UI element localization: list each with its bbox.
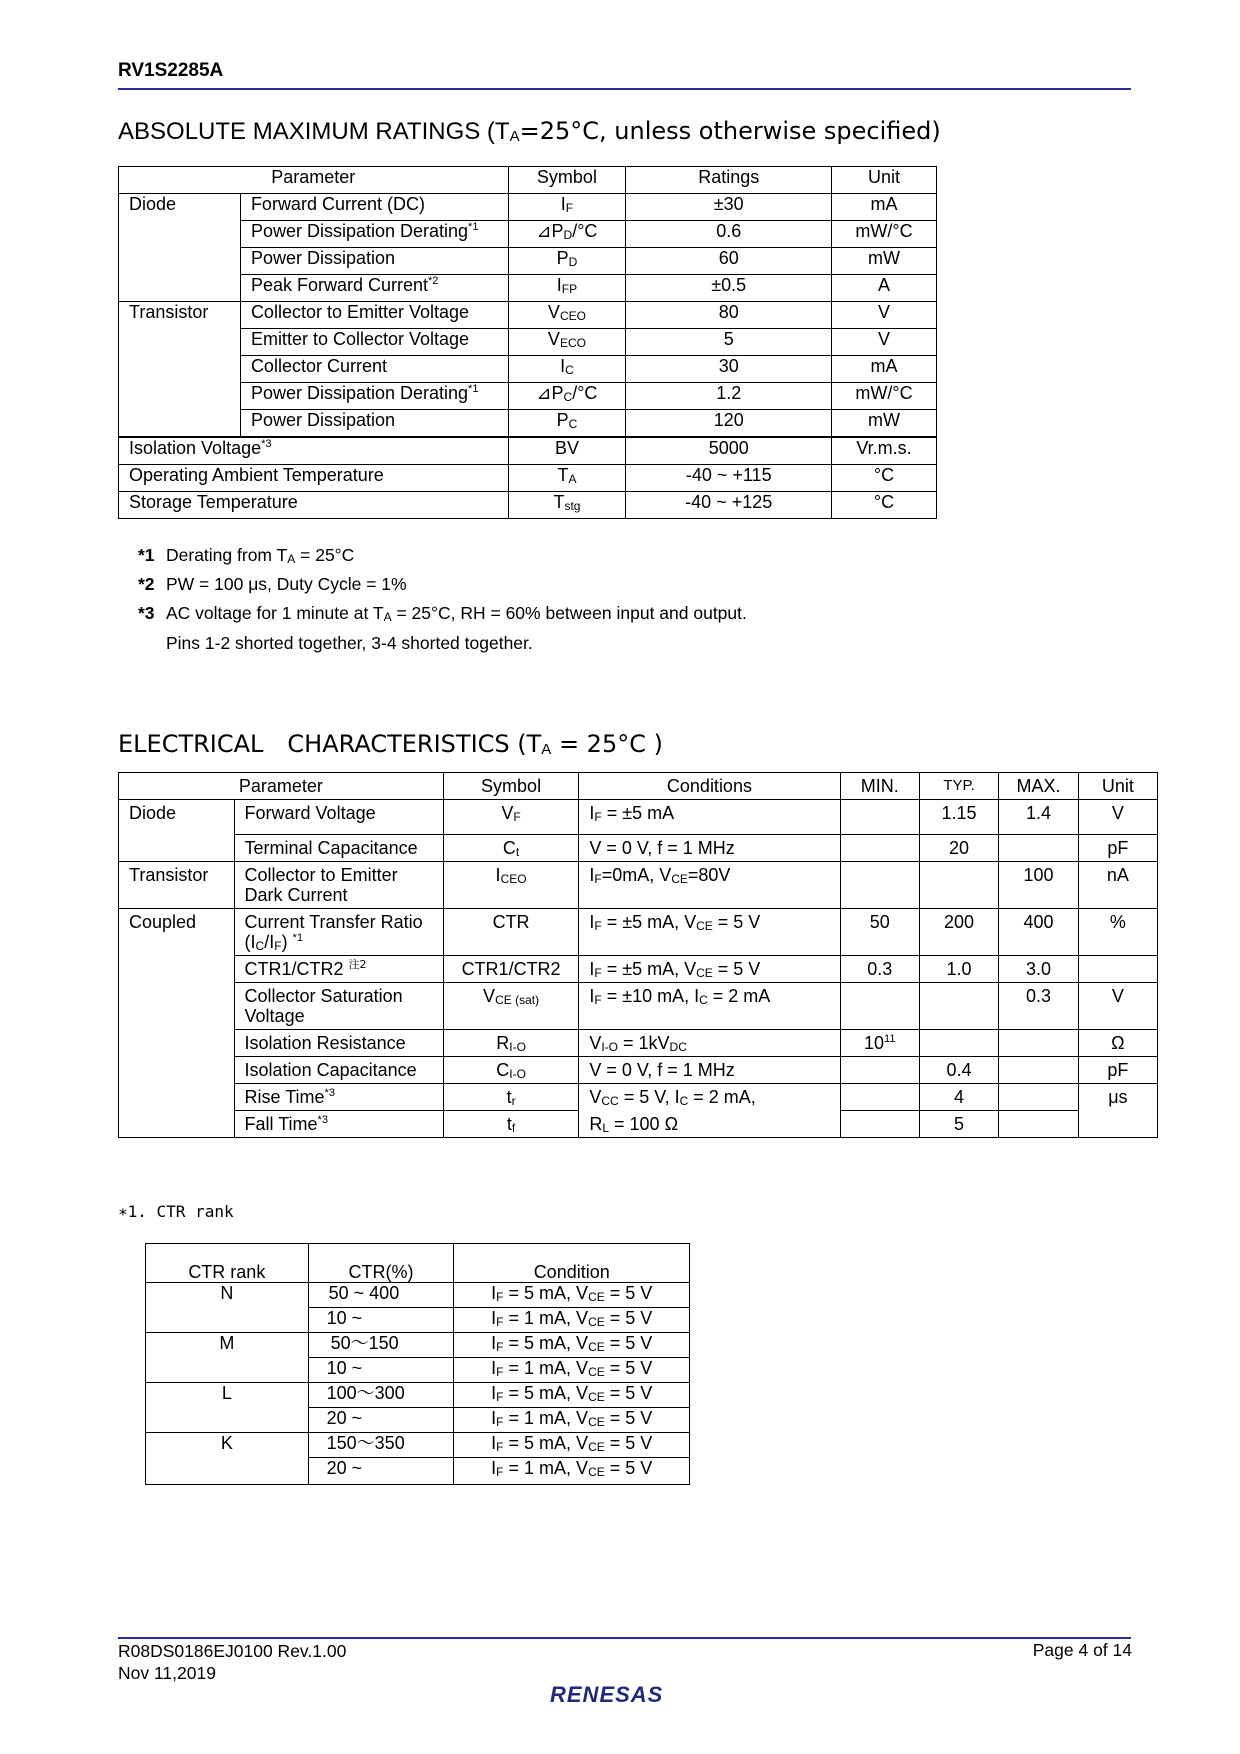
ec-symbol: CI-O [443,1057,579,1084]
ec-group-coupled: Coupled [119,909,235,1138]
amr-param: Power Dissipation Derating$^{*1}$ [240,221,508,248]
ec-param: Collector Saturation Voltage [234,983,443,1030]
amr-header-unit: Unit [832,167,937,194]
amr-row-pdd [119,221,937,248]
amr-param: Forward Current (DC) [240,194,508,221]
amr-rating: 0.6 [626,221,832,248]
header-rule [118,88,1131,90]
ec-min [840,800,919,835]
rank-ctr-5ma: 150～350 [308,1433,454,1458]
ec-condition: RL = 100 Ω [579,1111,840,1138]
ec-table [118,772,1158,1138]
rank-ctr-5ma: 100～300 [308,1383,454,1408]
amr-symbol: IFP [508,275,626,302]
rank-condition-5ma: IF = 5 mA, VCE = 5 V [454,1433,690,1458]
rank-header-row [146,1244,690,1283]
amr-rating: 5 [626,329,832,356]
ec-max [999,1057,1079,1084]
amr-symbol: VECO [508,329,626,356]
ec-condition: VI-O = 1kVDC [579,1030,840,1057]
amr-group-transistor: Transistor [119,302,241,438]
ec-header-symbol: Symbol [443,773,579,800]
ec-param: Isolation Capacitance [234,1057,443,1084]
ec-min: 50 [840,909,919,956]
amr-rating: 30 [626,356,832,383]
ec-header-min: MIN. [840,773,919,800]
ec-typ: 0.4 [919,1057,998,1084]
ec-row-rio [119,1030,1158,1057]
ec-typ: 20 [919,835,998,862]
amr-row-pc [119,410,937,438]
amr-symbol: IC [508,356,626,383]
rank-condition-1ma: IF = 1 mA, VCE = 5 V [454,1358,690,1383]
ec-typ: 200 [919,909,998,956]
amr-header-parameter: Parameter [119,167,509,194]
amr-symbol: PC [508,410,626,438]
ec-unit: V [1078,800,1157,835]
rank-row [146,1283,690,1308]
ec-condition: V = 0 V, f = 1 MHz [579,1057,840,1084]
amr-param: Operating Ambient Temperature [119,465,509,492]
ec-condition: V = 0 V, f = 1 MHz [579,835,840,862]
amr-rating: -40 ~ +115 [626,465,832,492]
amr-row-ta [119,465,937,492]
amr-table [118,166,937,519]
ec-condition: IF = ±5 mA, VCE = 5 V [579,956,840,983]
amr-row-if [119,194,937,221]
amr-header-row [119,167,937,194]
amr-param: Emitter to Collector Voltage [240,329,508,356]
ec-symbol: tr [443,1084,579,1111]
ec-unit: V [1078,983,1157,1030]
amr-symbol: PD [508,248,626,275]
amr-symbol: VCEO [508,302,626,329]
ec-unit: μs [1078,1084,1157,1138]
ctr-rank-table [145,1243,690,1485]
ec-unit: Ω [1078,1030,1157,1057]
rank-ctr-1ma: 20 ~ [308,1408,454,1433]
amr-note-1: *1 Derating from TA = 25°C [138,545,355,566]
ec-symbol: RI-O [443,1030,579,1057]
amr-rating: 1.2 [626,383,832,410]
ec-param: Rise Time$^{*3}$ [234,1084,443,1111]
ec-header-row [119,773,1158,800]
amr-row-vceo [119,302,937,329]
ec-param: Forward Voltage [234,800,443,835]
ec-max [999,1030,1079,1057]
rank-condition-1ma: IF = 1 mA, VCE = 5 V [454,1308,690,1333]
ec-min [840,1111,919,1138]
footer-page-number: Page 4 of 14 [1032,1640,1132,1660]
amr-rating: ±0.5 [626,275,832,302]
ec-row-tr [119,1084,1158,1111]
ec-condition: IF = ±10 mA, IC = 2 mA [579,983,840,1030]
ec-min: 0.3 [840,956,919,983]
amr-title: ABSOLUTE MAXIMUM RATINGS (TA=25°C, unless otherwise specified) [118,117,941,145]
ec-condition: VCC = 5 V, IC = 2 mA, [579,1084,840,1111]
ec-min [840,862,919,909]
amr-rating: ±30 [626,194,832,221]
amr-note-3-line2: Pins 1-2 shorted together, 3-4 shorted together. [166,633,533,653]
amr-row-pcd [119,383,937,410]
amr-row-ifp [119,275,937,302]
amr-unit: °C [832,465,937,492]
amr-rating: 80 [626,302,832,329]
amr-param: Collector to Emitter Voltage [240,302,508,329]
ec-row-ct [119,835,1158,862]
ec-symbol: VF [443,800,579,835]
ec-typ [919,862,998,909]
amr-row-tstg [119,492,937,519]
rank-letter: L [146,1383,309,1433]
rank-letter: M [146,1333,309,1383]
rank-header-rank: CTR rank [146,1244,309,1283]
ec-group-transistor: Transistor [119,862,235,909]
ec-row-vcesat [119,983,1158,1030]
amr-symbol: BV [508,437,626,465]
ec-symbol: tf [443,1111,579,1138]
amr-row-pd [119,248,937,275]
amr-symbol: Tstg [508,492,626,519]
amr-param: Collector Current [240,356,508,383]
part-number: RV1S2285A [118,60,224,81]
amr-group-diode: Diode [119,194,241,302]
rank-letter: K [146,1433,309,1485]
ec-header-parameter: Parameter [119,773,444,800]
amr-row-bv [119,437,937,465]
amr-header-symbol: Symbol [508,167,626,194]
ec-max [999,835,1079,862]
amr-param: Power Dissipation [240,410,508,438]
amr-rating: 5000 [626,437,832,465]
ec-row-ctr [119,909,1158,956]
ec-max [999,1084,1079,1111]
ec-param: CTR1/CTR2 $^{注2}$ [234,956,443,983]
amr-param: Power Dissipation [240,248,508,275]
ec-min: $10^{11}$ [840,1030,919,1057]
ec-symbol: Ct [443,835,579,862]
amr-unit: °C [832,492,937,519]
ec-param: Fall Time$^{*3}$ [234,1111,443,1138]
ec-header-unit: Unit [1078,773,1157,800]
ec-unit: pF [1078,1057,1157,1084]
ec-unit: nA [1078,862,1157,909]
rank-condition-5ma: IF = 5 mA, VCE = 5 V [454,1383,690,1408]
rank-row [146,1333,690,1358]
amr-unit: mW [832,248,937,275]
ec-unit: % [1078,909,1157,956]
renesas-logo-icon [548,1680,696,1708]
ec-unit: pF [1078,835,1157,862]
ec-max [999,1111,1079,1138]
amr-unit: V [832,302,937,329]
ec-typ: 4 [919,1084,998,1111]
ec-param: Collector to Emitter Dark Current [234,862,443,909]
footer-date: Nov 11,2019 [118,1663,216,1683]
ec-typ: 1.0 [919,956,998,983]
footer-doc-info [118,1640,346,1684]
ec-symbol: ICEO [443,862,579,909]
footer-rule [118,1637,1131,1639]
rank-row [146,1433,690,1458]
ec-group-diode: Diode [119,800,235,862]
rank-ctr-1ma: 10 ~ [308,1358,454,1383]
amr-symbol: ⊿PD/°C [508,221,626,248]
amr-unit: V [832,329,937,356]
amr-param: Isolation Voltage$^{*3}$ [119,437,509,465]
ec-title: ELECTRICAL CHARACTERISTICS (TA = 25°C ) [118,730,663,758]
ec-typ [919,1030,998,1057]
rank-ctr-1ma: 10 ~ [308,1308,454,1333]
amr-unit: mW/°C [832,221,937,248]
rank-header-ctr: CTR(%) [308,1244,454,1283]
ec-condition: IF=0mA, VCE=80V [579,862,840,909]
amr-header-ratings: Ratings [626,167,832,194]
ec-param: Isolation Resistance [234,1030,443,1057]
ec-max: 0.3 [999,983,1079,1030]
rank-condition-1ma: IF = 1 mA, VCE = 5 V [454,1408,690,1433]
rank-letter: N [146,1283,309,1333]
amr-param: Power Dissipation Derating$^{*1}$ [240,383,508,410]
ec-max: 100 [999,862,1079,909]
amr-rating: 60 [626,248,832,275]
ec-header-typ: TYP. [919,773,998,800]
ec-param: Terminal Capacitance [234,835,443,862]
ec-header-max: MAX. [999,773,1079,800]
amr-param: Peak Forward Current$^{*2}$ [240,275,508,302]
rank-ctr-1ma: 20 ~ [308,1458,454,1485]
amr-row-veco [119,329,937,356]
ec-typ [919,983,998,1030]
rank-header-condition: Condition [454,1244,690,1283]
rank-condition-5ma: IF = 5 mA, VCE = 5 V [454,1283,690,1308]
ec-row-tf [119,1111,1158,1138]
ec-row-iceo [119,862,1158,909]
rank-ctr-5ma: 50～150 [308,1333,454,1358]
amr-rating: -40 ~ +125 [626,492,832,519]
amr-unit: A [832,275,937,302]
amr-unit: mW [832,410,937,438]
ec-unit [1078,956,1157,983]
amr-unit: mA [832,194,937,221]
amr-note-2: *2 PW = 100 μs, Duty Cycle = 1% [138,574,407,594]
ec-max: 3.0 [999,956,1079,983]
footer-doc-number: R08DS0186EJ0100 Rev.1.00 [118,1641,347,1661]
ec-symbol: CTR1/CTR2 [443,956,579,983]
ec-max: 400 [999,909,1079,956]
amr-symbol: TA [508,465,626,492]
ctr-rank-title: ∗1. CTR rank [118,1202,234,1221]
ec-header-conditions: Conditions [579,773,840,800]
ec-min [840,1084,919,1111]
renesas-logo-text: RENESAS [550,1682,664,1707]
amr-symbol: IF [508,194,626,221]
amr-unit: mW/°C [832,383,937,410]
ec-min [840,983,919,1030]
ec-row-cio [119,1057,1158,1084]
ec-typ: 5 [919,1111,998,1138]
rank-ctr-5ma: 50 ~ 400 [308,1283,454,1308]
ec-typ: 1.15 [919,800,998,835]
ec-row-vf [119,800,1158,835]
amr-symbol: ⊿PC/°C [508,383,626,410]
ec-param: Current Transfer Ratio (IC/IF) $^{*1}$ [234,909,443,956]
amr-row-ic [119,356,937,383]
ec-condition: IF = ±5 mA, VCE = 5 V [579,909,840,956]
ec-row-ctr2 [119,956,1158,983]
rank-row [146,1383,690,1408]
amr-rating: 120 [626,410,832,438]
amr-unit: Vr.m.s. [832,437,937,465]
ec-min [840,1057,919,1084]
rank-condition-1ma: IF = 1 mA, VCE = 5 V [454,1458,690,1485]
ec-symbol: VCE (sat) [443,983,579,1030]
ec-max: 1.4 [999,800,1079,835]
rank-condition-5ma: IF = 5 mA, VCE = 5 V [454,1333,690,1358]
amr-note-3: *3 AC voltage for 1 minute at TA = 25°C, RH = 60% between input and output. [138,603,747,624]
amr-unit: mA [832,356,937,383]
ec-symbol: CTR [443,909,579,956]
ec-min [840,835,919,862]
amr-param: Storage Temperature [119,492,509,519]
ec-condition: IF = ±5 mA [579,800,840,835]
